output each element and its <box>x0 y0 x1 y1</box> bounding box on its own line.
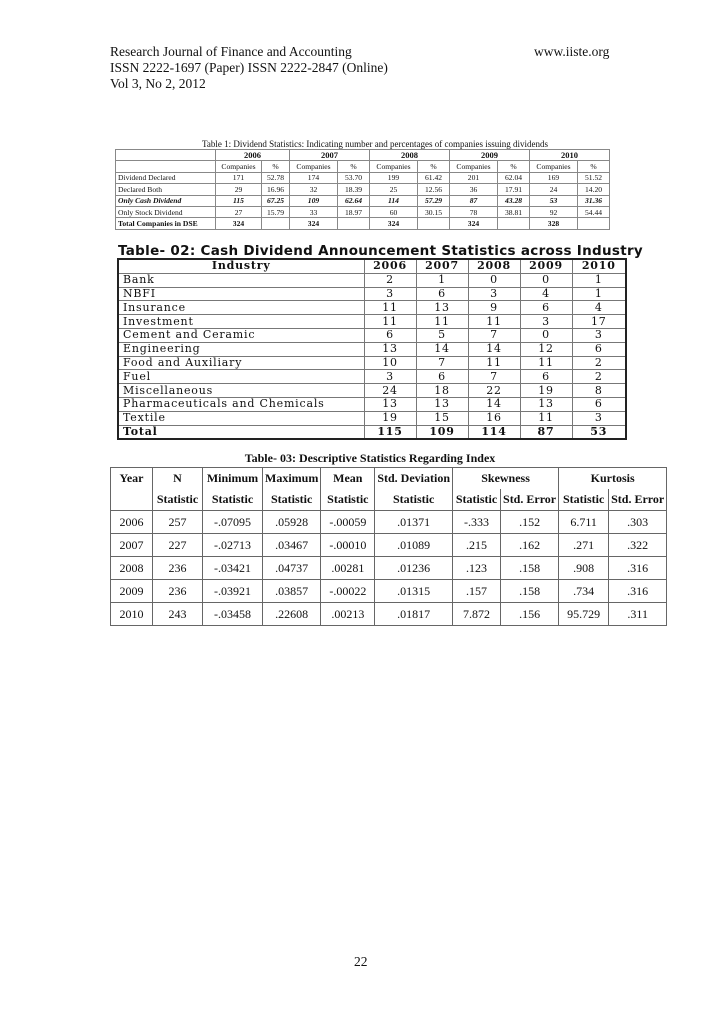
table1-subheader-companies: Companies <box>450 161 498 172</box>
table-cell: .05928 <box>263 511 321 534</box>
table-cell: 62.04 <box>498 172 530 183</box>
table-row <box>111 534 667 557</box>
table-cell: 324 <box>216 218 262 229</box>
table-cell: 9 <box>468 301 520 315</box>
table-cell: -.00022 <box>321 580 375 603</box>
table3-body <box>111 511 667 626</box>
table1-corner <box>116 150 216 161</box>
table-cell: 52.78 <box>262 172 290 183</box>
table-cell: 243 <box>153 603 203 626</box>
table-cell: 6 <box>364 328 416 342</box>
journal-volume: Vol 3, No 2, 2012 <box>110 76 206 91</box>
table-cell: 171 <box>216 172 262 183</box>
table-cell: 53 <box>530 195 578 206</box>
table-cell: .22608 <box>263 603 321 626</box>
table-cell: 16 <box>468 411 520 425</box>
table3-sub-header: Std. Error <box>501 489 559 511</box>
table-cell: 328 <box>530 218 578 229</box>
journal-header <box>110 44 388 92</box>
table-cell: 6 <box>520 301 572 315</box>
table-cell: .311 <box>609 603 667 626</box>
table-cell: .04737 <box>263 557 321 580</box>
table-cell: 18 <box>416 384 468 398</box>
industry-label: Engineering <box>118 342 364 356</box>
table2-header-cell: 2010 <box>572 259 626 273</box>
table-cell: 174 <box>290 172 338 183</box>
table-cell: 22 <box>468 384 520 398</box>
table3-group-header: Year <box>111 468 153 490</box>
row-label: Only Stock Dividend <box>116 206 216 217</box>
industry-label: NBFI <box>118 287 364 301</box>
table-row <box>116 172 610 183</box>
table-cell: 109 <box>290 195 338 206</box>
table-cell: 324 <box>370 218 418 229</box>
table-cell: 115 <box>216 195 262 206</box>
table-cell: 12 <box>520 342 572 356</box>
table-cell: 4 <box>572 301 626 315</box>
table-cell: 324 <box>450 218 498 229</box>
table-cell: 2008 <box>111 557 153 580</box>
table-cell: 6 <box>416 287 468 301</box>
table-cell: 3 <box>364 370 416 384</box>
table-cell: -.07095 <box>203 511 263 534</box>
table-cell: 95.729 <box>559 603 609 626</box>
table3-group-header: Minimum <box>203 468 263 490</box>
table-cell: 2 <box>364 273 416 287</box>
table-cell: .303 <box>609 511 667 534</box>
table-cell: 38.81 <box>498 206 530 217</box>
table-cell: 114 <box>370 195 418 206</box>
table-cell: 114 <box>468 425 520 439</box>
table-cell: 11 <box>364 301 416 315</box>
table-cell: 31.36 <box>578 195 610 206</box>
table-cell: .162 <box>501 534 559 557</box>
table-cell: 2007 <box>111 534 153 557</box>
table-cell: 0 <box>520 273 572 287</box>
table2-body <box>118 273 626 439</box>
table-cell: 61.42 <box>418 172 450 183</box>
table-cell: .157 <box>453 580 501 603</box>
table-row <box>118 328 626 342</box>
table-cell: 15.79 <box>262 206 290 217</box>
table-cell: 115 <box>364 425 416 439</box>
table3-group-header: Maximum <box>263 468 321 490</box>
journal-url: www.iiste.org <box>534 44 610 59</box>
table-cell: 16.96 <box>262 184 290 195</box>
table3-sub-header: Statistic <box>263 489 321 511</box>
table1-subheader-percent: % <box>262 161 290 172</box>
table-cell: 17 <box>572 315 626 329</box>
table1-subheader-companies: Companies <box>216 161 262 172</box>
table-cell: 236 <box>153 557 203 580</box>
table3-group-header: Skewness <box>453 468 559 490</box>
table-cell: 67.25 <box>262 195 290 206</box>
table1-subheader-row <box>116 161 610 172</box>
table-cell-blank <box>578 218 610 229</box>
table-row <box>118 315 626 329</box>
table3-group-header: Std. Deviation <box>375 468 453 490</box>
table2-industry-cash-dividend <box>117 258 627 440</box>
table-cell: 4 <box>520 287 572 301</box>
table3-sub-header: Statistic <box>203 489 263 511</box>
table3-group-header: N <box>153 468 203 490</box>
table-row <box>111 511 667 534</box>
table-cell: 3 <box>364 287 416 301</box>
row-label: Only Cash Dividend <box>116 195 216 206</box>
table-cell: 53 <box>572 425 626 439</box>
table-cell: .01236 <box>375 557 453 580</box>
table-row <box>118 370 626 384</box>
table-row <box>116 195 610 206</box>
table-cell: 32 <box>290 184 338 195</box>
table-cell: 53.70 <box>338 172 370 183</box>
industry-label: Investment <box>118 315 364 329</box>
table-cell: 227 <box>153 534 203 557</box>
table-cell: .734 <box>559 580 609 603</box>
table-cell: 87 <box>520 425 572 439</box>
table-cell: 2009 <box>111 580 153 603</box>
table-cell: 13 <box>364 342 416 356</box>
table-cell: -.333 <box>453 511 501 534</box>
table-cell: 1 <box>416 273 468 287</box>
row-label: Dividend Declared <box>116 172 216 183</box>
table-cell: .01315 <box>375 580 453 603</box>
table1-subheader-percent: % <box>338 161 370 172</box>
table-cell: 13 <box>364 397 416 411</box>
total-label: Total <box>118 425 364 439</box>
table-cell-blank <box>338 218 370 229</box>
table3-sub-header: Statistic <box>153 489 203 511</box>
table-cell: 6 <box>572 397 626 411</box>
table3-group-header: Mean <box>321 468 375 490</box>
table2-header-cell: Industry <box>118 259 364 273</box>
table-cell: 54.44 <box>578 206 610 217</box>
table1-year: 2009 <box>450 150 530 161</box>
table-row <box>111 580 667 603</box>
table-cell: 87 <box>450 195 498 206</box>
table-row <box>111 603 667 626</box>
row-label: Declared Both <box>116 184 216 195</box>
table-cell: 33 <box>290 206 338 217</box>
table-cell: 0 <box>468 273 520 287</box>
table-cell: 19 <box>520 384 572 398</box>
table-cell: -.03458 <box>203 603 263 626</box>
table1-year: 2006 <box>216 150 290 161</box>
table-row <box>118 356 626 370</box>
table-cell: 11 <box>364 315 416 329</box>
table-cell: 7 <box>416 356 468 370</box>
table-cell: 14 <box>416 342 468 356</box>
table-cell: -.03921 <box>203 580 263 603</box>
table3-sub-header: Statistic <box>321 489 375 511</box>
industry-label: Food and Auxiliary <box>118 356 364 370</box>
table-cell: 7 <box>468 328 520 342</box>
table-cell: 3 <box>468 287 520 301</box>
table2-header-row <box>118 259 626 273</box>
table-cell: 3 <box>572 411 626 425</box>
table-cell: 19 <box>364 411 416 425</box>
table-cell: 109 <box>416 425 468 439</box>
table-cell: 201 <box>450 172 498 183</box>
table-cell: .03467 <box>263 534 321 557</box>
table-cell: 62.64 <box>338 195 370 206</box>
table-cell: 14 <box>468 397 520 411</box>
journal-title: Research Journal of Finance and Accounting <box>110 44 352 59</box>
table-cell: 6 <box>416 370 468 384</box>
table-cell: 257 <box>153 511 203 534</box>
table-cell: 24 <box>364 384 416 398</box>
table-cell: 11 <box>416 315 468 329</box>
table-cell: 6 <box>572 342 626 356</box>
table-cell-blank <box>262 218 290 229</box>
table-row-total <box>118 425 626 439</box>
table-cell: 11 <box>468 356 520 370</box>
table-cell: 30.15 <box>418 206 450 217</box>
table-cell: .158 <box>501 557 559 580</box>
table3-sub-header-blank <box>111 489 153 511</box>
table-cell: 10 <box>364 356 416 370</box>
table-cell: .123 <box>453 557 501 580</box>
table-cell: 57.29 <box>418 195 450 206</box>
table-row <box>118 411 626 425</box>
table-cell: 13 <box>416 301 468 315</box>
table2-header-cell: 2007 <box>416 259 468 273</box>
table1-subheader-companies: Companies <box>530 161 578 172</box>
table-cell: 2006 <box>111 511 153 534</box>
industry-label: Insurance <box>118 301 364 315</box>
table1-year: 2007 <box>290 150 370 161</box>
table1-subheader-companies: Companies <box>370 161 418 172</box>
table-cell: 2 <box>572 370 626 384</box>
table-cell: 60 <box>370 206 418 217</box>
table-row <box>116 184 610 195</box>
table-cell: -.00010 <box>321 534 375 557</box>
table-cell: 14.20 <box>578 184 610 195</box>
table3-sub-header: Statistic <box>453 489 501 511</box>
table3-sub-header: Statistic <box>375 489 453 511</box>
industry-label: Cement and Ceramic <box>118 328 364 342</box>
table-cell: 92 <box>530 206 578 217</box>
table-cell: .156 <box>501 603 559 626</box>
page-number: 22 <box>354 954 368 969</box>
table-cell: .03857 <box>263 580 321 603</box>
table3-sub-header: Std. Error <box>609 489 667 511</box>
table-cell: .316 <box>609 557 667 580</box>
table-cell: .01371 <box>375 511 453 534</box>
table-cell: 11 <box>520 356 572 370</box>
table3-group-header-row <box>111 468 667 490</box>
table-cell: 169 <box>530 172 578 183</box>
table-cell: .215 <box>453 534 501 557</box>
table1-subheader-companies: Companies <box>290 161 338 172</box>
table-cell: 36 <box>450 184 498 195</box>
table-cell: 25 <box>370 184 418 195</box>
table-cell: .152 <box>501 511 559 534</box>
table-cell: 199 <box>370 172 418 183</box>
table-cell: 11 <box>468 315 520 329</box>
table1-year-row <box>116 150 610 161</box>
table-cell: 8 <box>572 384 626 398</box>
table2-header-cell: 2009 <box>520 259 572 273</box>
table-cell: 1 <box>572 287 626 301</box>
table-cell: -.00059 <box>321 511 375 534</box>
table-cell: 6.711 <box>559 511 609 534</box>
table-cell: .01817 <box>375 603 453 626</box>
industry-label: Miscellaneous <box>118 384 364 398</box>
table-cell: 2 <box>572 356 626 370</box>
table3-descriptive-statistics <box>110 467 667 626</box>
table3-sub-header: Statistic <box>559 489 609 511</box>
industry-label: Fuel <box>118 370 364 384</box>
journal-issn: ISSN 2222-1697 (Paper) ISSN 2222-2847 (Online) <box>110 60 388 75</box>
table1-body <box>116 172 610 229</box>
table-row-total <box>116 218 610 229</box>
table1-year: 2008 <box>370 150 450 161</box>
table-row <box>118 301 626 315</box>
industry-label: Textile <box>118 411 364 425</box>
table2-title: Table- 02: Cash Dividend Announcement Statistics across Industry <box>118 243 644 259</box>
table1-subheader-blank <box>116 161 216 172</box>
table-cell: 3 <box>572 328 626 342</box>
table-cell: 24 <box>530 184 578 195</box>
table-cell: 2010 <box>111 603 153 626</box>
table1-subheader-percent: % <box>498 161 530 172</box>
table-row <box>116 206 610 217</box>
table-cell: 236 <box>153 580 203 603</box>
table-cell: 51.52 <box>578 172 610 183</box>
table3-sub-header-row <box>111 489 667 511</box>
table-cell: 6 <box>520 370 572 384</box>
table-cell: 15 <box>416 411 468 425</box>
table-cell: 43.28 <box>498 195 530 206</box>
table3-title: Table- 03: Descriptive Statistics Regarding Index <box>244 451 496 465</box>
table-cell-blank <box>418 218 450 229</box>
table1-caption: Table 1: Dividend Statistics: Indicating number and percentages of companies issuing dividends <box>201 139 549 149</box>
table-cell: 0 <box>520 328 572 342</box>
table1-dividend-statistics <box>115 149 610 230</box>
table-cell: 13 <box>520 397 572 411</box>
table-cell: 1 <box>572 273 626 287</box>
table-cell: .00213 <box>321 603 375 626</box>
industry-label: Bank <box>118 273 364 287</box>
table1-subheader-percent: % <box>418 161 450 172</box>
table-cell: 11 <box>520 411 572 425</box>
table1-year: 2010 <box>530 150 610 161</box>
table-cell: .01089 <box>375 534 453 557</box>
table-cell: 13 <box>416 397 468 411</box>
table2-header-cell: 2006 <box>364 259 416 273</box>
table2-header-cell: 2008 <box>468 259 520 273</box>
table-cell: 17.91 <box>498 184 530 195</box>
table-cell: -.03421 <box>203 557 263 580</box>
table-row <box>118 273 626 287</box>
row-label: Total Companies in DSE <box>116 218 216 229</box>
table-cell: 27 <box>216 206 262 217</box>
table-cell: .322 <box>609 534 667 557</box>
table-cell: 78 <box>450 206 498 217</box>
table-cell: .158 <box>501 580 559 603</box>
table-cell: .271 <box>559 534 609 557</box>
table-cell: 7 <box>468 370 520 384</box>
table-row <box>118 384 626 398</box>
table-cell: 3 <box>520 315 572 329</box>
table-cell: 18.39 <box>338 184 370 195</box>
table-cell: 18.97 <box>338 206 370 217</box>
table-cell: .00281 <box>321 557 375 580</box>
table-cell: 29 <box>216 184 262 195</box>
table-cell: -.02713 <box>203 534 263 557</box>
table-cell: 12.56 <box>418 184 450 195</box>
table-cell: .316 <box>609 580 667 603</box>
table-cell: 324 <box>290 218 338 229</box>
table-row <box>118 287 626 301</box>
table-row <box>118 342 626 356</box>
table-row <box>118 397 626 411</box>
table-cell: .908 <box>559 557 609 580</box>
industry-label: Pharmaceuticals and Chemicals <box>118 397 364 411</box>
table3-group-header: Kurtosis <box>559 468 667 490</box>
table-cell: 7.872 <box>453 603 501 626</box>
table-cell-blank <box>498 218 530 229</box>
table-cell: 5 <box>416 328 468 342</box>
table-row <box>111 557 667 580</box>
table-cell: 14 <box>468 342 520 356</box>
table1-subheader-percent: % <box>578 161 610 172</box>
